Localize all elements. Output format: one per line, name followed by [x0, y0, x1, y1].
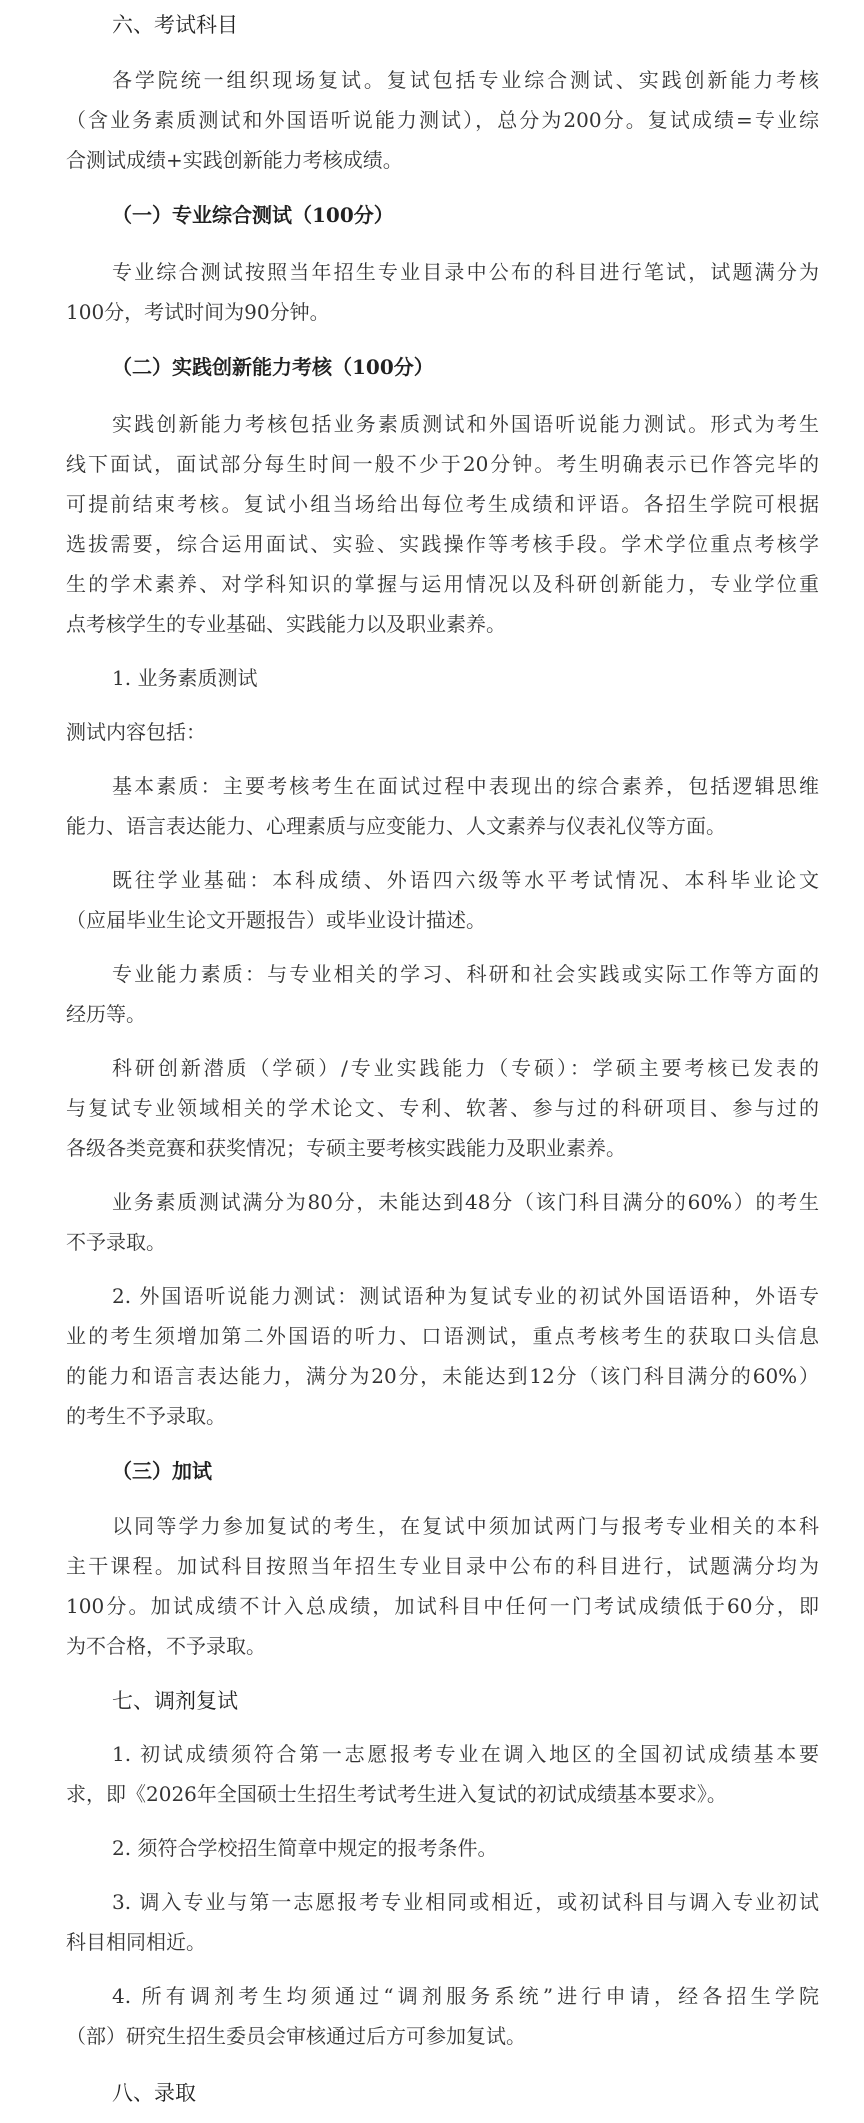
paragraph-line: 能力、语言表达能力、心理素质与应变能力、人文素养与仪表礼仪等方面。	[66, 814, 726, 838]
paragraph-line: （含业务素质测试和外国语听说能力测试），总分为200分。复试成绩=专业综	[66, 108, 819, 132]
paragraph-line: 可提前结束考核。复试小组当场给出每位考生成绩和评语。各招生学院可根据	[66, 492, 819, 516]
paragraph-line: 以同等学力参加复试的考生，在复试中须加试两门与报考专业相关的本科	[112, 1514, 819, 1538]
paragraph-line: 的考生不予录取。	[66, 1404, 226, 1428]
section-6-heading: 六、考试科目	[112, 13, 238, 37]
paragraph-line: 实践创新能力考核包括业务素质测试和外国语听说能力测试。形式为考生	[112, 412, 819, 436]
paragraph-line: （应届毕业生论文开题报告）或毕业设计描述。	[66, 908, 486, 932]
paragraph-line: 各学院统一组织现场复试。复试包括专业综合测试、实践创新能力考核	[112, 68, 819, 92]
paragraph-line: 主干课程。加试科目按照当年招生专业目录中公布的科目进行，试题满分均为	[66, 1554, 819, 1578]
paragraph-line: 既往学业基础：本科成绩、外语四六级等水平考试情况、本科毕业论文	[112, 868, 819, 892]
paragraph-line: 基本素质：主要考核考生在面试过程中表现出的综合素养，包括逻辑思维	[112, 774, 819, 798]
paragraph-line: 1. 初试成绩须符合第一志愿报考专业在调入地区的全国初试成绩基本要	[112, 1742, 819, 1766]
paragraph-line: 2. 须符合学校招生简章中规定的报考条件。	[112, 1836, 498, 1860]
paragraph-line: 100分。加试成绩不计入总成绩，加试科目中任何一门考试成绩低于60分，即	[66, 1594, 819, 1618]
paragraph-line: 3. 调入专业与第一志愿报考专业相同或相近，或初试科目与调入专业初试	[112, 1890, 819, 1914]
paragraph-line: 4. 所有调剂考生均须通过“调剂服务系统”进行申请，经各招生学院	[112, 1984, 819, 2008]
paragraph-line: 与复试专业领域相关的学术论文、专利、软著、参与过的科研项目、参与过的	[66, 1096, 819, 1120]
paragraph-line: 选拔需要，综合运用面试、实验、实践操作等考核手段。学术学位重点考核学	[66, 532, 819, 556]
subsection-2-heading: （二）实践创新能力考核（100分）	[112, 355, 434, 379]
paragraph-line: 2. 外国语听说能力测试：测试语种为复试专业的初试外国语语种，外语专	[112, 1284, 819, 1308]
paragraph-line: 不予录取。	[66, 1230, 166, 1254]
paragraph-line: 经历等。	[66, 1002, 146, 1026]
paragraph-line: 线下面试，面试部分每生时间一般不少于20分钟。考生明确表示已作答完毕的	[66, 452, 819, 476]
paragraph-line: 100分，考试时间为90分钟。	[66, 300, 330, 324]
paragraph-line: 的能力和语言表达能力，满分为20分，未能达到12分（该门科目满分的60%）	[66, 1364, 819, 1388]
paragraph-line: 业务素质测试满分为80分，未能达到48分（该门科目满分的60%）的考生	[112, 1190, 819, 1214]
subsection-1-heading: （一）专业综合测试（100分）	[112, 203, 394, 227]
section-7-heading: 七、调剂复试	[112, 1689, 238, 1713]
paragraph-line: 求，即《2026年全国硕士生招生考试考生进入复试的初试成绩基本要求》。	[66, 1782, 727, 1806]
paragraph-line: 科研创新潜质（学硕）/专业实践能力（专硕）：学硕主要考核已发表的	[112, 1056, 819, 1080]
paragraph-line: 合测试成绩+实践创新能力考核成绩。	[66, 148, 403, 172]
item-1-heading: 1. 业务素质测试	[112, 666, 258, 690]
paragraph-line: 业的考生须增加第二外国语的听力、口语测试，重点考核考生的获取口头信息	[66, 1324, 819, 1348]
paragraph-line: （部）研究生招生委员会审核通过后方可参加复试。	[66, 2024, 526, 2048]
paragraph-line: 生的学术素养、对学科知识的掌握与运用情况以及科研创新能力，专业学位重	[66, 572, 819, 596]
paragraph-line: 各级各类竞赛和获奖情况；专硕主要考核实践能力及职业素养。	[66, 1136, 626, 1160]
paragraph-line: 为不合格，不予录取。	[66, 1634, 266, 1658]
paragraph-line: 专业能力素质：与专业相关的学习、科研和社会实践或实际工作等方面的	[112, 962, 819, 986]
paragraph-line: 科目相同相近。	[66, 1930, 206, 1954]
paragraph-line: 点考核学生的专业基础、实践能力以及职业素养。	[66, 612, 506, 636]
content-intro: 测试内容包括：	[66, 720, 206, 744]
paragraph-line: 专业综合测试按照当年招生专业目录中公布的科目进行笔试，试题满分为	[112, 260, 819, 284]
subsection-3-heading: （三）加试	[112, 1459, 212, 1483]
section-8-heading: 八、录取	[112, 2081, 196, 2105]
